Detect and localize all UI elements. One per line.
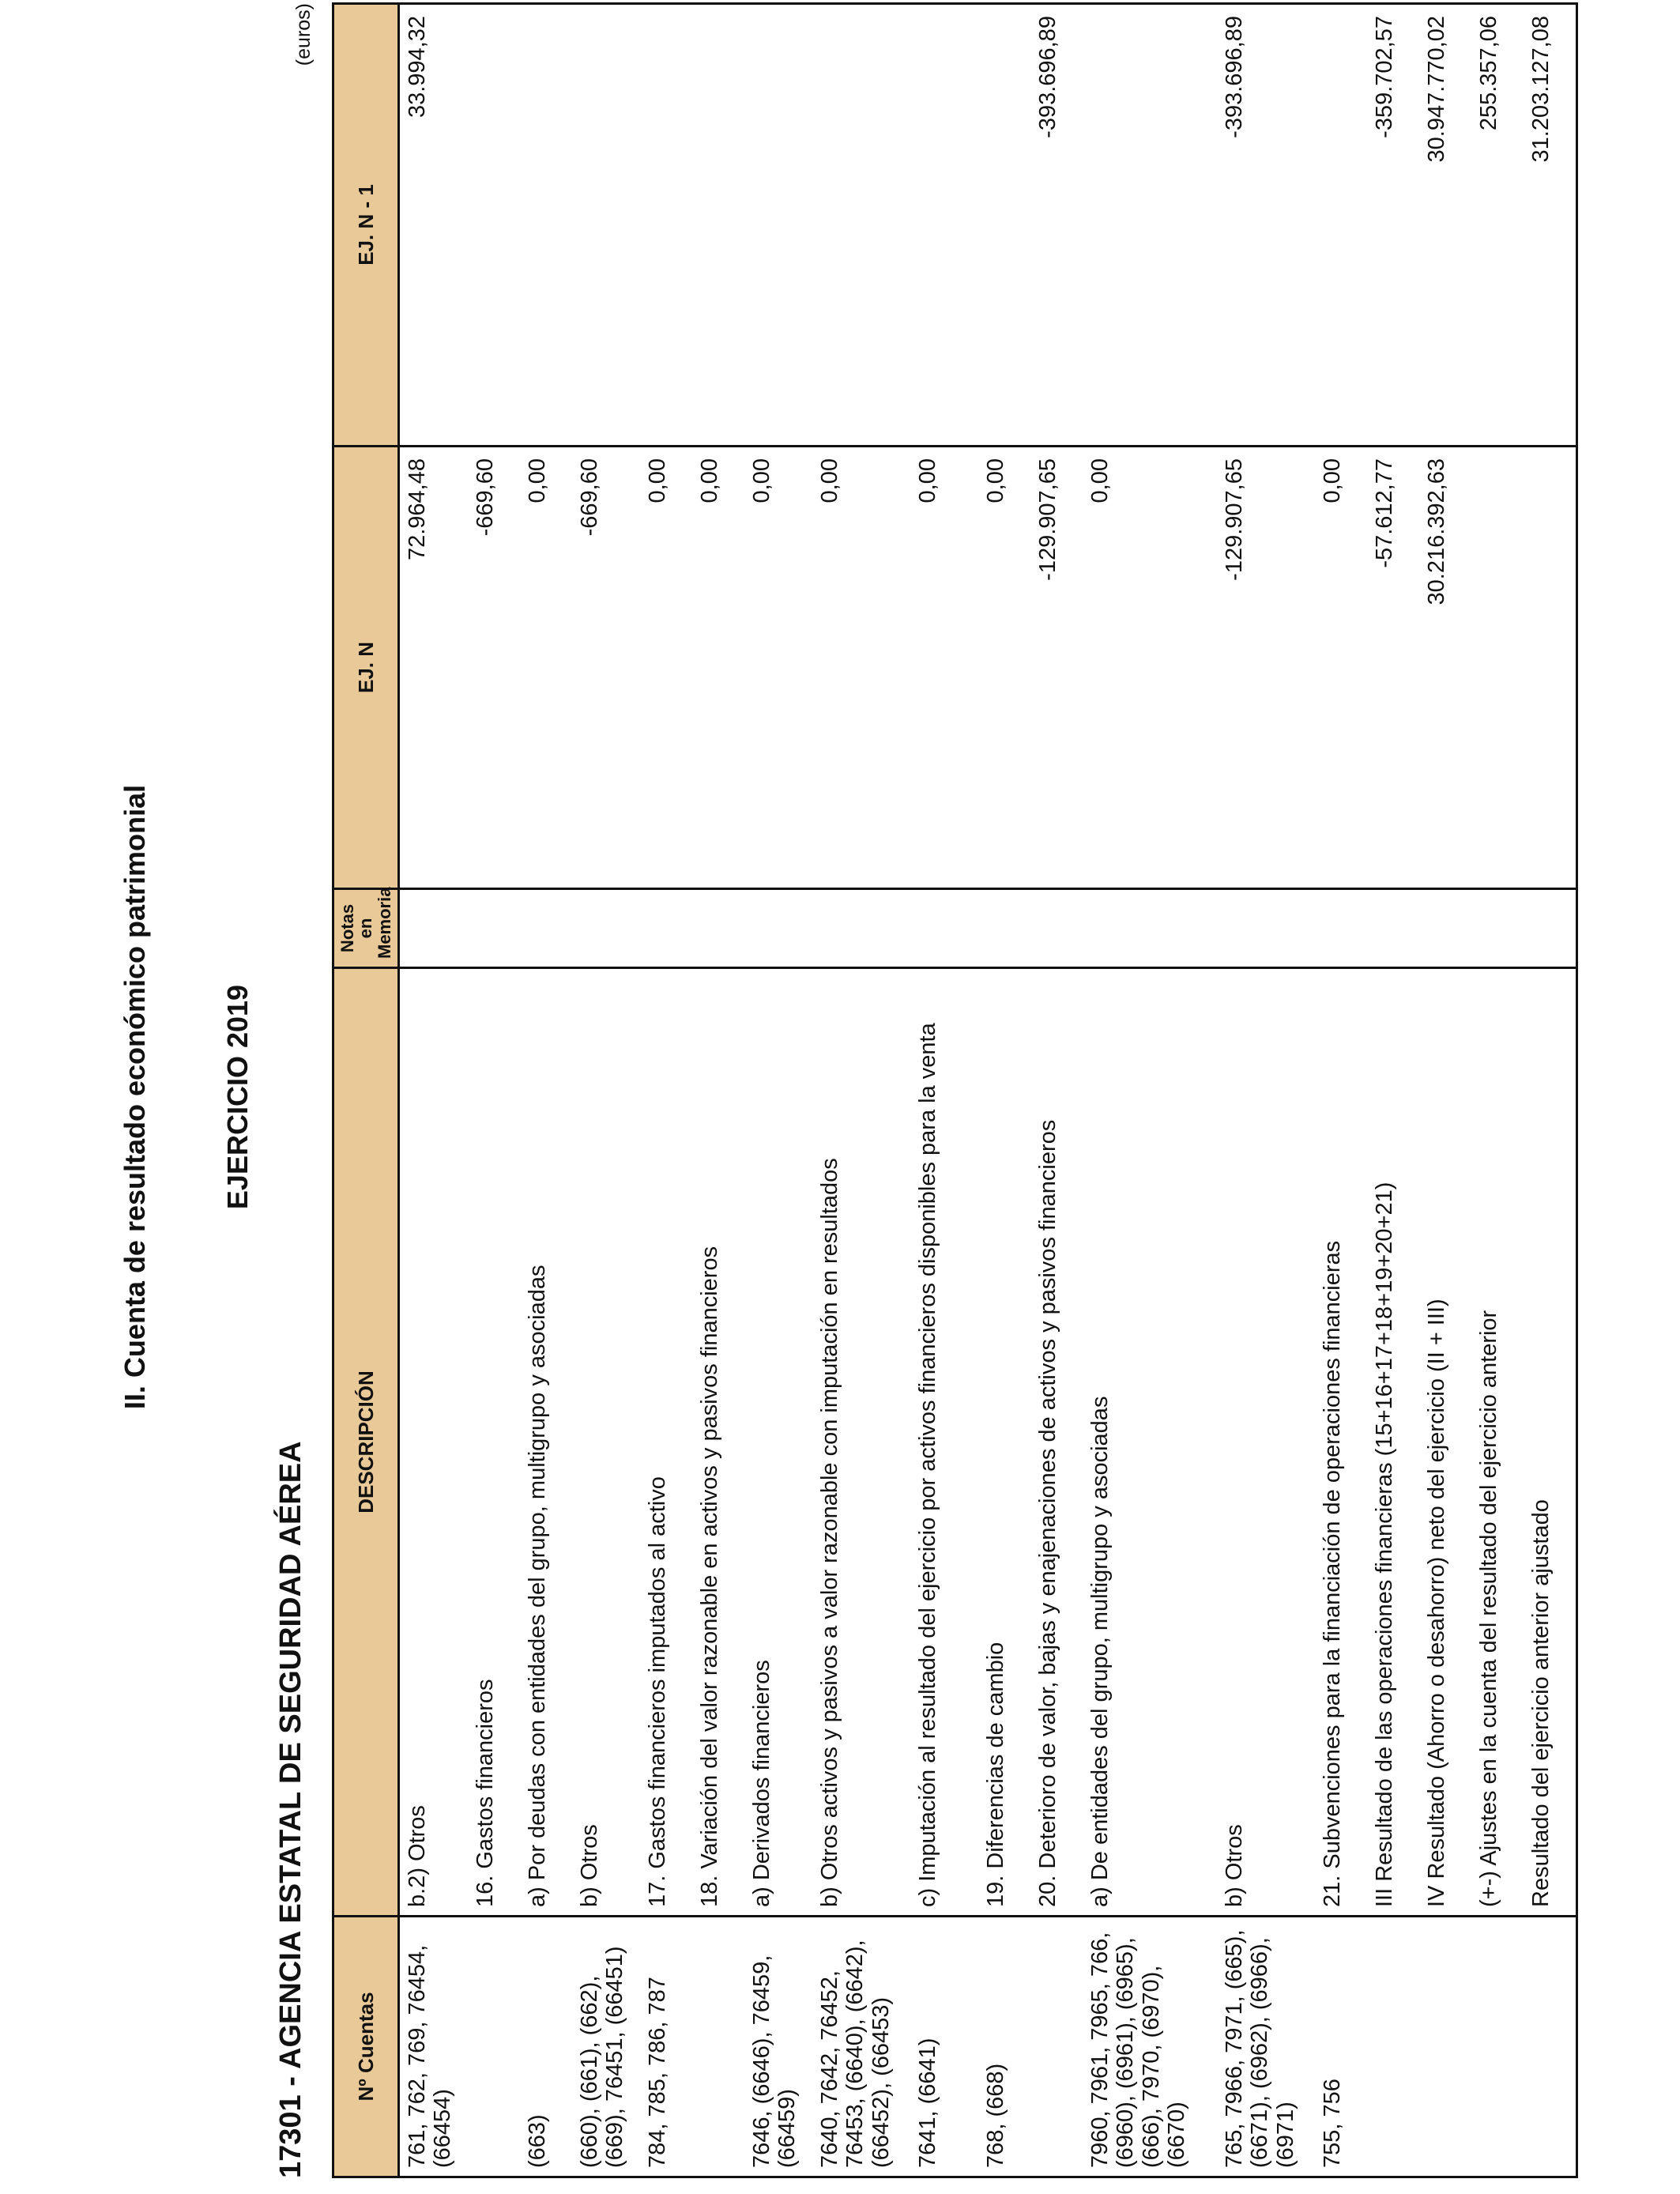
cell-cuentas: 7646, (6646), 76459, (66459) bbox=[744, 1917, 812, 2177]
cell-descripcion: 17. Gastos financieros imputados al activo bbox=[640, 968, 692, 1917]
cell-descripcion: 20. Deterioro de valor, bajas y enajenaciones de activos y pasivos financieros bbox=[1030, 968, 1083, 1917]
table-row bbox=[1367, 4, 1419, 2177]
cell-ej-n: -669,60 bbox=[468, 447, 520, 889]
cell-notas bbox=[1030, 889, 1083, 968]
cell-notas bbox=[399, 889, 469, 968]
cell-ej-n: 0,00 bbox=[978, 447, 1030, 889]
cell-descripcion: III Resultado de las operaciones financieras (15+16+17+18+19+20+21) bbox=[1367, 968, 1419, 1917]
cell-notas bbox=[812, 889, 910, 968]
header-ej-n1: EJ. N - 1 bbox=[333, 4, 399, 447]
cell-ej-n: 0,00 bbox=[1083, 447, 1217, 889]
cell-ej-n1: 33.994,32 bbox=[399, 4, 469, 447]
cell-descripcion: IV Resultado (Ahorro o desahorro) neto del ejercicio (II + III) bbox=[1419, 968, 1471, 1917]
cell-ej-n: -57.612,77 bbox=[1367, 447, 1419, 889]
cell-ej-n: 0,00 bbox=[692, 447, 744, 889]
cell-cuentas bbox=[1524, 1917, 1577, 2177]
cell-notas bbox=[978, 889, 1030, 968]
table-row bbox=[1083, 4, 1217, 2177]
cell-cuentas: 784, 785, 786, 787 bbox=[640, 1917, 692, 2177]
cell-ej-n1: -393.696,89 bbox=[1030, 4, 1083, 447]
cell-descripcion: 19. Diferencias de cambio bbox=[978, 968, 1030, 1917]
cell-ej-n1: 255.357,06 bbox=[1471, 4, 1524, 447]
cell-cuentas bbox=[1471, 1917, 1524, 2177]
cell-notas bbox=[1217, 889, 1315, 968]
agency-name: 17301 - AGENCIA ESTATAL DE SEGURIDAD AÉREA bbox=[274, 1441, 307, 2178]
cell-ej-n1 bbox=[520, 4, 572, 447]
header-notas: Notas en Memoria bbox=[333, 889, 399, 968]
cell-cuentas bbox=[692, 1917, 744, 2177]
table-row bbox=[1315, 4, 1367, 2177]
table-row bbox=[692, 4, 744, 2177]
cell-descripcion: a) Derivados financieros bbox=[744, 968, 812, 1917]
cell-ej-n1 bbox=[978, 4, 1030, 447]
cell-ej-n: -129.907,65 bbox=[1030, 447, 1083, 889]
cell-cuentas: 7641, (6641) bbox=[910, 1917, 978, 2177]
cell-cuentas bbox=[468, 1917, 520, 2177]
cell-cuentas: 768, (668) bbox=[978, 1917, 1030, 2177]
cell-cuentas: 761, 762, 769, 76454, (66454) bbox=[399, 1917, 469, 2177]
cell-notas bbox=[1315, 889, 1367, 968]
cell-cuentas: 765, 7966, 7971, (665), (6671), (6962), (6966), (6971) bbox=[1217, 1917, 1315, 2177]
table-row bbox=[910, 4, 978, 2177]
cell-notas bbox=[468, 889, 520, 968]
cell-ej-n: -669,60 bbox=[572, 447, 640, 889]
table-row bbox=[812, 4, 910, 2177]
cell-cuentas: 755, 756 bbox=[1315, 1917, 1367, 2177]
cell-ej-n1: -393.696,89 bbox=[1217, 4, 1315, 447]
cell-ej-n1 bbox=[1083, 4, 1217, 447]
cell-notas bbox=[1367, 889, 1419, 968]
cell-descripcion: Resultado del ejercicio anterior ajustado bbox=[1524, 968, 1577, 1917]
cell-ej-n1: 30.947.770,02 bbox=[1419, 4, 1471, 447]
cell-notas bbox=[910, 889, 978, 968]
results-table bbox=[332, 2, 1578, 2178]
cell-ej-n1 bbox=[744, 4, 812, 447]
cell-ej-n1: -359.702,57 bbox=[1367, 4, 1419, 447]
table-row bbox=[572, 4, 640, 2177]
cell-ej-n: 0,00 bbox=[744, 447, 812, 889]
cell-cuentas bbox=[1030, 1917, 1083, 2177]
cell-ej-n bbox=[1524, 447, 1577, 889]
table-row bbox=[640, 4, 692, 2177]
cell-notas bbox=[640, 889, 692, 968]
cell-ej-n: 72.964,48 bbox=[399, 447, 469, 889]
table-row bbox=[520, 4, 572, 2177]
cell-notas bbox=[1083, 889, 1217, 968]
table-row bbox=[978, 4, 1030, 2177]
cell-cuentas: (660), (661), (662), (669), 76451, (66451) bbox=[572, 1917, 640, 2177]
cell-ej-n1 bbox=[640, 4, 692, 447]
cell-descripcion: 18. Variación del valor razonable en activos y pasivos financieros bbox=[692, 968, 744, 1917]
cell-descripcion: a) De entidades del grupo, multigrupo y asociadas bbox=[1083, 968, 1217, 1917]
cell-ej-n1 bbox=[468, 4, 520, 447]
cell-cuentas: 7640, 7642, 76452, 76453, (6640), (6642), (66452), (66453) bbox=[812, 1917, 910, 2177]
cell-ej-n bbox=[1471, 447, 1524, 889]
cell-ej-n: -129.907,65 bbox=[1217, 447, 1315, 889]
cell-notas bbox=[1524, 889, 1577, 968]
cell-ej-n: 0,00 bbox=[1315, 447, 1367, 889]
cell-notas bbox=[744, 889, 812, 968]
table-row bbox=[468, 4, 520, 2177]
table-row bbox=[1524, 4, 1577, 2177]
cell-descripcion: b) Otros bbox=[1217, 968, 1315, 1917]
cell-notas bbox=[572, 889, 640, 968]
cell-notas bbox=[1419, 889, 1471, 968]
cell-ej-n1: 31.203.127,08 bbox=[1524, 4, 1577, 447]
cell-ej-n1 bbox=[812, 4, 910, 447]
cell-ej-n: 0,00 bbox=[640, 447, 692, 889]
table-row bbox=[1419, 4, 1471, 2177]
cell-ej-n1 bbox=[910, 4, 978, 447]
cell-ej-n: 0,00 bbox=[910, 447, 978, 889]
table-row bbox=[1030, 4, 1083, 2177]
cell-cuentas: (663) bbox=[520, 1917, 572, 2177]
cell-ej-n1 bbox=[692, 4, 744, 447]
cell-notas bbox=[520, 889, 572, 968]
header-ej-n: EJ. N bbox=[333, 447, 399, 889]
cell-descripcion: (+-) Ajustes en la cuenta del resultado del ejercicio anterior bbox=[1471, 968, 1524, 1917]
table-header-row bbox=[333, 4, 399, 2177]
cell-descripcion: b) Otros bbox=[572, 968, 640, 1917]
units-label: (euros) bbox=[292, 3, 315, 66]
cell-cuentas bbox=[1419, 1917, 1471, 2177]
cell-ej-n: 30.216.392,63 bbox=[1419, 447, 1471, 889]
table-row bbox=[399, 4, 469, 2177]
cell-ej-n1 bbox=[1315, 4, 1367, 447]
cell-descripcion: b) Otros activos y pasivos a valor razonable con imputación en resultados bbox=[812, 968, 910, 1917]
header-descripcion: DESCRIPCIÓN bbox=[333, 968, 399, 1917]
cell-notas bbox=[1471, 889, 1524, 968]
table-row bbox=[1217, 4, 1315, 2177]
cell-notas bbox=[692, 889, 744, 968]
cell-ej-n1 bbox=[572, 4, 640, 447]
cell-descripcion: b.2) Otros bbox=[399, 968, 469, 1917]
cell-cuentas: 7960, 7961, 7965, 766, (6960), (6961), (6965), (666), 7970, (6970), (6670) bbox=[1083, 1917, 1217, 2177]
header-cuentas: Nº Cuentas bbox=[333, 1917, 399, 2177]
cell-cuentas bbox=[1367, 1917, 1419, 2177]
cell-ej-n: 0,00 bbox=[520, 447, 572, 889]
table-row bbox=[744, 4, 812, 2177]
table-row bbox=[1471, 4, 1524, 2177]
page-title: II. Cuenta de resultado económico patrimonial bbox=[119, 784, 151, 1410]
page-subtitle: EJERCICIO 2019 bbox=[221, 984, 254, 1210]
cell-ej-n: 0,00 bbox=[812, 447, 910, 889]
cell-descripcion: c) Imputación al resultado del ejercicio por activos financieros disponibles para la venta bbox=[910, 968, 978, 1917]
cell-descripcion: 21. Subvenciones para la financiación de operaciones financieras bbox=[1315, 968, 1367, 1917]
cell-descripcion: 16. Gastos financieros bbox=[468, 968, 520, 1917]
cell-descripcion: a) Por deudas con entidades del grupo, multigrupo y asociadas bbox=[520, 968, 572, 1917]
